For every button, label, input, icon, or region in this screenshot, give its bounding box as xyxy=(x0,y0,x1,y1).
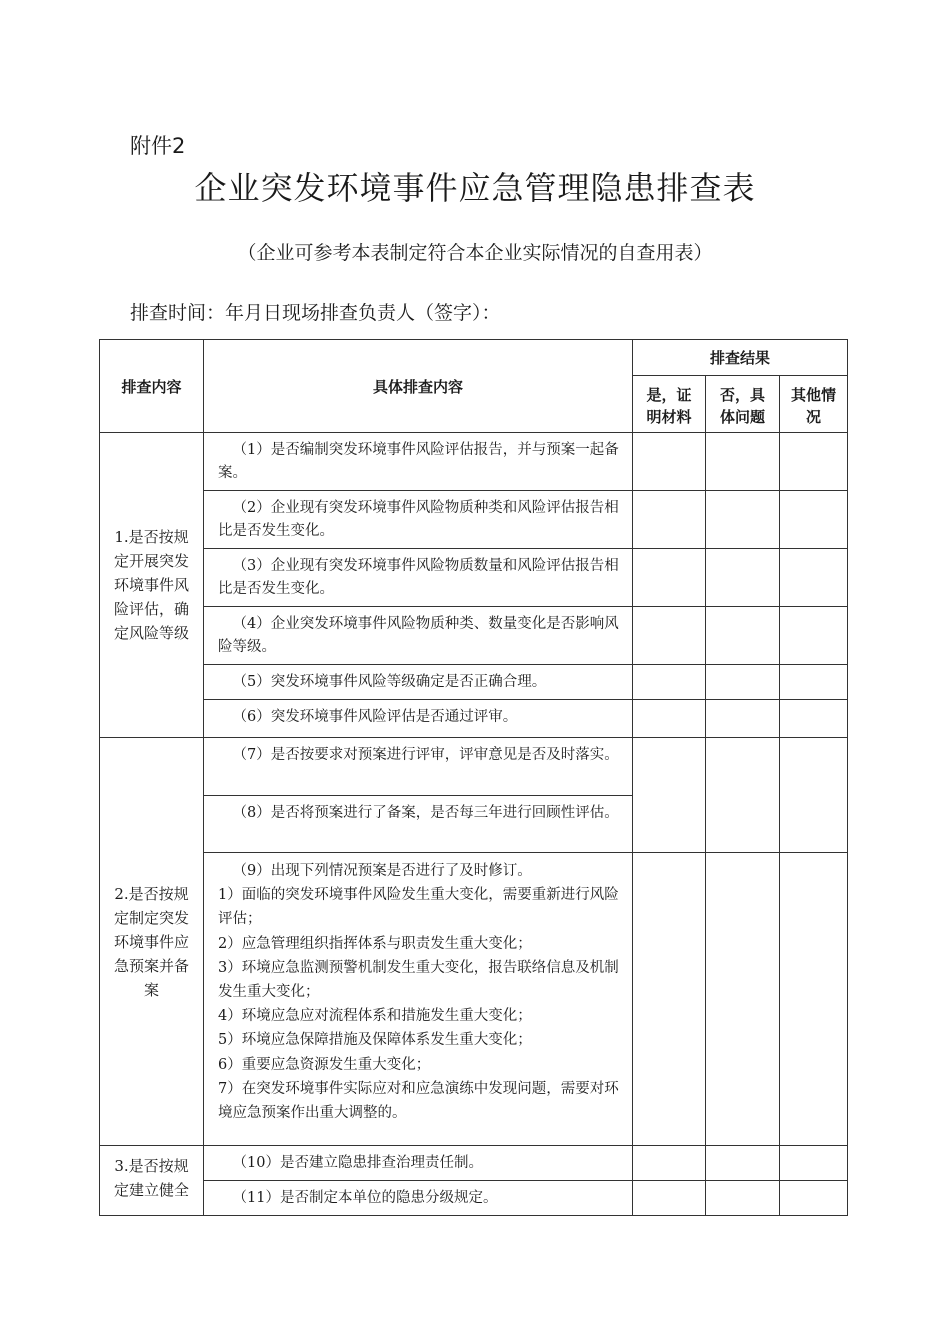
result-yes-cell[interactable] xyxy=(633,665,706,700)
result-other-cell[interactable] xyxy=(780,491,848,549)
result-other-cell[interactable] xyxy=(780,607,848,665)
header-detail: 具体排查内容 xyxy=(204,340,633,433)
page-subtitle: （企业可参考本表制定符合本企业实际情况的自查用表） xyxy=(237,242,713,264)
result-no-cell[interactable] xyxy=(706,738,780,853)
result-other-cell[interactable] xyxy=(780,1181,848,1216)
section-3-category: 3.是否按规 定建立健全 xyxy=(100,1146,204,1216)
inspection-table xyxy=(99,339,848,1216)
result-no-cell[interactable] xyxy=(706,491,780,549)
check-item-7: （7）是否按要求对预案进行评审，评审意见是否及时落实。 xyxy=(204,738,633,796)
header-no: 否，具 体问题 xyxy=(706,376,780,433)
annex-label: 附件2 xyxy=(130,134,186,158)
check-item-9: （9）出现下列情况预案是否进行了及时修订。 1）面临的突发环境事件风险发生重大变化，需要重新进行风险评估； 2）应急管理组织指挥体系与职责发生重大变化； 3）环境应急监测预警机制发生重大变化，报告联络信息及机制发生重大变化； 4）环境应急应对流程体系和措施发生重大变化； 5）环境应急保障措施及保障体系发生重大变化； 6）重要应急资源发生重大变化； 7）在突发环境事件实际应对和应急演练中发现问题，需要对环境应急预案作出重大调整的。 xyxy=(204,853,633,1146)
result-yes-cell[interactable] xyxy=(633,607,706,665)
result-yes-cell[interactable] xyxy=(633,1146,706,1181)
result-other-cell[interactable] xyxy=(780,700,848,738)
header-category: 排查内容 xyxy=(100,340,204,433)
result-yes-cell[interactable] xyxy=(633,738,706,853)
result-yes-cell[interactable] xyxy=(633,853,706,1146)
check-item-4: （4）企业突发环境事件风险物质种类、数量变化是否影响风险等级。 xyxy=(204,607,633,665)
check-item-10: （10）是否建立隐患排查治理责任制。 xyxy=(204,1146,633,1181)
result-yes-cell[interactable] xyxy=(633,700,706,738)
check-item-8: （8）是否将预案进行了备案，是否每三年进行回顾性评估。 xyxy=(204,796,633,853)
result-no-cell[interactable] xyxy=(706,549,780,607)
result-other-cell[interactable] xyxy=(780,549,848,607)
result-yes-cell[interactable] xyxy=(633,549,706,607)
check-item-6: （6）突发环境事件风险评估是否通过评审。 xyxy=(204,700,633,738)
page-title: 企业突发环境事件应急管理隐患排查表 xyxy=(194,169,756,207)
inspection-meta-line: 排查时间：年月日现场排查负责人（签字）： xyxy=(130,302,501,324)
result-no-cell[interactable] xyxy=(706,853,780,1146)
result-other-cell[interactable] xyxy=(780,853,848,1146)
result-other-cell[interactable] xyxy=(780,738,848,853)
result-no-cell[interactable] xyxy=(706,1146,780,1181)
result-other-cell[interactable] xyxy=(780,1146,848,1181)
check-item-11: （11）是否制定本单位的隐患分级规定。 xyxy=(204,1181,633,1216)
result-yes-cell[interactable] xyxy=(633,433,706,491)
result-no-cell[interactable] xyxy=(706,1181,780,1216)
check-item-2: （2）企业现有突发环境事件风险物质种类和风险评估报告相比是否发生变化。 xyxy=(204,491,633,549)
result-yes-cell[interactable] xyxy=(633,491,706,549)
result-no-cell[interactable] xyxy=(706,665,780,700)
check-item-3: （3）企业现有突发环境事件风险物质数量和风险评估报告相比是否发生变化。 xyxy=(204,549,633,607)
section-1-category: 1.是否按规 定开展突发 环境事件风 险评估，确 定风险等级 xyxy=(100,433,204,738)
header-other: 其他情 况 xyxy=(780,376,848,433)
result-no-cell[interactable] xyxy=(706,700,780,738)
check-item-5: （5）突发环境事件风险等级确定是否正确合理。 xyxy=(204,665,633,700)
header-yes: 是，证 明材料 xyxy=(633,376,706,433)
result-other-cell[interactable] xyxy=(780,433,848,491)
result-yes-cell[interactable] xyxy=(633,1181,706,1216)
header-result: 排查结果 xyxy=(633,340,848,376)
result-no-cell[interactable] xyxy=(706,607,780,665)
result-no-cell[interactable] xyxy=(706,433,780,491)
section-2-category: 2.是否按规 定制定突发 环境事件应 急预案并备 案 xyxy=(100,738,204,1146)
result-other-cell[interactable] xyxy=(780,665,848,700)
check-item-1: （1）是否编制突发环境事件风险评估报告，并与预案一起备案。 xyxy=(204,433,633,491)
